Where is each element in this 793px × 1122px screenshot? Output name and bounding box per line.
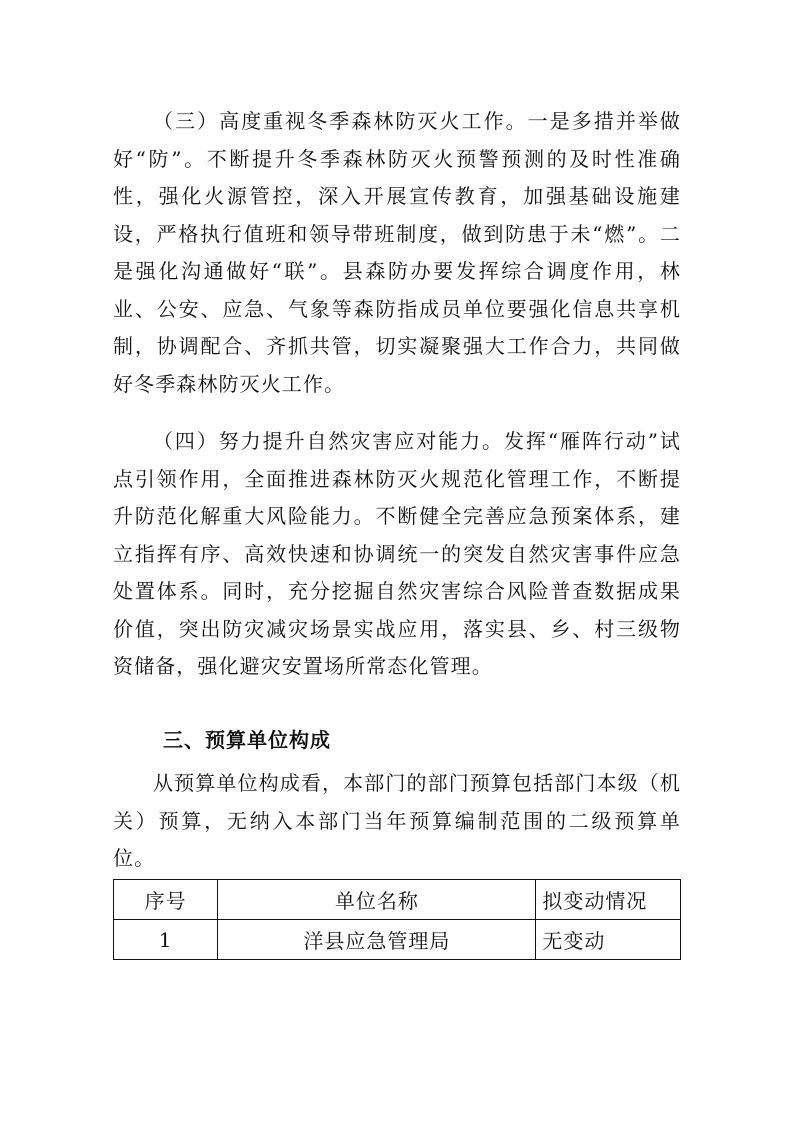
paragraph-budget-units: 从预算单位构成看，本部门的部门预算包括部门本级（机关）预算，无纳入本部门当年预算编制范围的二级预算单位。 xyxy=(113,771,681,870)
table-row xyxy=(114,920,681,960)
header-cell-change: 拟变动情况 xyxy=(536,880,681,920)
budget-units-table xyxy=(113,879,681,960)
paragraph-winter-fire-prevention: （三）高度重视冬季森林防灭火工作。一是多措并举做好“防”。不断提升冬季森林防灭火预警预测的及时性准确性，强化火源管控，深入开展宣传教育，加强基础设施建设，严格执行值班和领导带班制度，做到防患于未“燃”。二是强化沟通做好“联”。县森防办要发挥综合调度作用，林业、公安、应急、气象等森防指成员单位要强化信息共享机制，协调配合、齐抓共管，切实凝聚强大工作合力，共同做好冬季森林防灭火工作。 xyxy=(113,109,681,396)
section-heading-budget-units: 三、预算单位构成 xyxy=(163,728,331,752)
header-cell-serial: 序号 xyxy=(114,880,218,920)
cell-unit-name: 洋县应急管理局 xyxy=(218,920,536,960)
cell-change: 无变动 xyxy=(536,920,681,960)
header-cell-unit-name: 单位名称 xyxy=(218,880,536,920)
paragraph-disaster-response: （四）努力提升自然灾害应对能力。发挥“雁阵行动”试点引领作用，全面推进森林防灭火规范化管理工作，不断提升防范化解重大风险能力。不断健全完善应急预案体系，建立指挥有序、高效快速和协调统一的突发自然灾害事件应急处置体系。同时，充分挖掘自然灾害综合风险普查数据成果价值，突出防灾减灾场景实战应用，落实县、乡、村三级物资储备，强化避灾安置场所常态化管理。 xyxy=(113,429,681,678)
table-header-row xyxy=(114,880,681,920)
cell-serial: 1 xyxy=(114,920,218,960)
